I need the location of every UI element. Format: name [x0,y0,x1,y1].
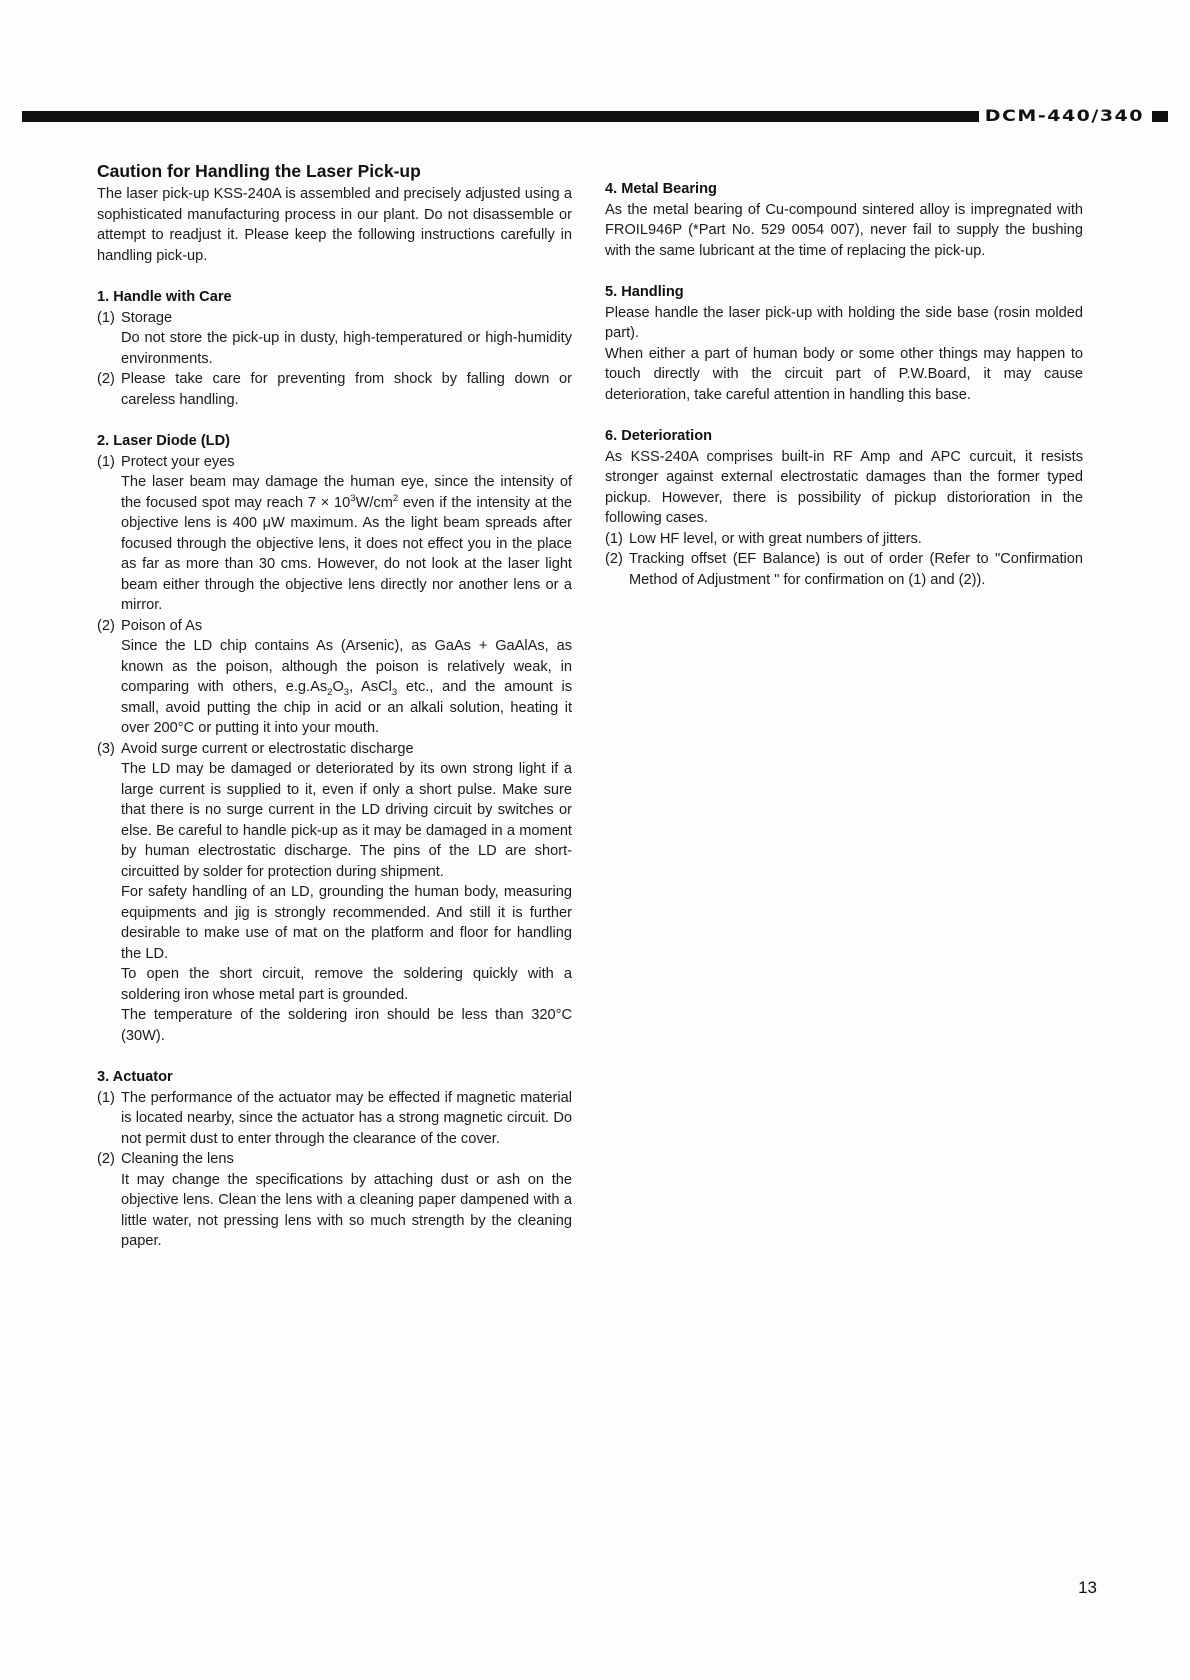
item-paragraph: Do not store the pick-up in dusty, high-temperatured or high-humidity environments. [121,330,572,367]
item-content [121,1149,572,1252]
item-paragraph: The LD may be damaged or deteriorated by its own strong light if a large current is supplied to it, even if only a short pulse. Make sure that there is no surge current in the LD driving circuit by switches or else. Be careful to handle pick-up as it may be damaged in a moment by human electrostatic discharge. The pins of the LD are short-circuitted by solder for protection during shipment. [121,761,572,880]
header-model-label: DCM-440/340 [984,106,1144,126]
section-heading: 4. Metal Bearing [605,181,717,197]
item-content [121,308,572,370]
section-heading: 5. Handling [605,284,684,300]
item-content [121,1088,572,1150]
section-actuator [97,1067,572,1252]
section-metal-bearing [605,179,1083,261]
section-item [97,452,572,616]
item-paragraph [121,636,572,739]
item-number: (1) [97,1089,115,1106]
item-content [629,549,1083,590]
item-content [629,529,1083,550]
section-deterioration [605,426,1083,590]
section-item [97,1149,572,1252]
section-paragraph: As the metal bearing of Cu-compound sintered alloy is impregnated with FROIL946P (*Part No. 529 0054 007), never fail to supply the bushing with the same lubricant at the time of replacing the pick-up. [605,201,1083,259]
section-item [97,308,572,370]
item-number: (2) [97,1151,115,1167]
section-handling [605,282,1083,405]
item-content [121,616,572,739]
section-paragraph: When either a part of human body or some other things may happen to touch directly with the circuit part of P.W.Board, it may cause deterioration, take careful attention in handling this base. [605,345,1083,403]
section-item [605,529,1083,550]
page-header [22,106,1168,126]
section-paragraph: As KSS-240A comprises built-in RF Amp and APC curcuit, it resists stronger against external electrostatic damages than the former typed pickup. However, there is possibility of pickup distorioration in the following cases. [605,448,1083,526]
item-label: Poison of As [121,617,203,634]
section-heading: 1. Handle with Care [97,289,232,305]
item-paragraph: Tracking offset (EF Balance) is out of order (Refer to "Confirmation Method of Adjustment " for confirmation on (1) and (2)). [629,551,1083,588]
item-paragraph: It may change the specifications by attaching dust or ash on the objective lens. Clean the lens with a cleaning paper dampened with a little water, not pressing lens with so much strength by the cleaning paper. [121,1171,572,1249]
item-paragraph: The performance of the actuator may be effected if magnetic material is located nearby, since the actuator has a strong magnetic circuit. Do not permit dust to enter through the clearance of the cover. [121,1089,572,1147]
item-content [121,739,572,1047]
item-paragraph: The temperature of the soldering iron should be less than 320°C (30W). [121,1007,572,1044]
section-heading: 2. Laser Diode (LD) [97,433,230,449]
superscript-exponent: 3 [350,492,356,504]
right-column [605,179,1083,590]
section-heading: 6. Deterioration [605,428,713,444]
item-content [121,369,572,410]
subscript: 3 [391,686,398,698]
section-item [97,369,572,410]
item-paragraph: Please take care for preventing from shock by falling down or careless handling. [121,371,572,408]
header-marker-left [967,111,979,122]
item-number: (2) [97,371,115,387]
header-rule [22,111,967,122]
text-fragment: etc., and the amount is small, avoid putting the chip in acid or an alkali solution, heating it over 200°C or putting it into your mouth. [121,679,572,736]
text-fragment: W/cm [355,494,393,511]
item-number: (1) [97,309,115,326]
section-laser-diode [97,431,572,1046]
item-label: Cleaning the lens [121,1151,234,1167]
text-fragment: , AsCl [349,679,392,695]
document-title: Caution for Handling the Laser Pick-up [97,161,421,181]
item-paragraph: Low HF level, or with great numbers of jitters. [629,530,922,547]
superscript-exponent: 2 [392,492,399,504]
text-fragment: Since the LD chip contains As (Arsenic), as GaAs + GaAlAs, as known as the poison, although the poison is relatively weak, in comparing with others, e.g.As [121,638,572,695]
intro-paragraph: The laser pick-up KSS-240A is assembled and precisely adjusted using a sophisticated manufacturing process in our plant. Do not disassemble or attempt to readjust it. Please keep the following instructions carefully in handling pick-up. [97,186,572,264]
text-fragment: O [332,679,344,695]
section-item [97,739,572,1047]
section-handle-with-care [97,287,572,410]
page-number: 13 [1078,1578,1097,1597]
item-paragraph: For safety handling of an LD, grounding the human body, measuring equipments and jig is strongly recommended. And still it is further desirable to make use of mat on the platform and floor for handling the LD. [121,884,572,962]
item-content [121,452,572,616]
section-item [605,549,1083,590]
item-number: (3) [97,740,115,757]
section-item [97,1088,572,1150]
item-number: (1) [605,530,623,547]
section-paragraph: Please handle the laser pick-up with holding the side base (rosin molded part). [605,304,1083,341]
item-number: (2) [605,551,623,567]
header-marker-right [1152,111,1168,122]
subscript: 3 [343,686,350,698]
item-number: (2) [97,617,115,634]
text-fragment: The laser beam may damage the human eye, since the intensity of the focused spot may reach 7 × 10 [121,474,572,511]
section-heading: 3. Actuator [97,1069,173,1085]
item-label: Avoid surge current or electrostatic discharge [121,740,414,757]
item-number: (1) [97,453,115,470]
item-label: Storage [121,309,173,326]
item-paragraph: To open the short circuit, remove the soldering quickly with a soldering iron whose metal part is grounded. [121,966,572,1003]
item-label: Protect your eyes [121,453,235,470]
subscript: 2 [327,686,333,698]
section-item [97,616,572,739]
text-fragment: even if the intensity at the objective lens is 400 μW maximum. As the light beam spreads after focused through the objective lens, it does not effect you in the place as far as more than 30 cms. However, do not look at the laser light beam either through the objective lens directly nor another lens or a mirror. [121,494,572,613]
left-column [97,160,572,1252]
item-paragraph [121,472,572,616]
